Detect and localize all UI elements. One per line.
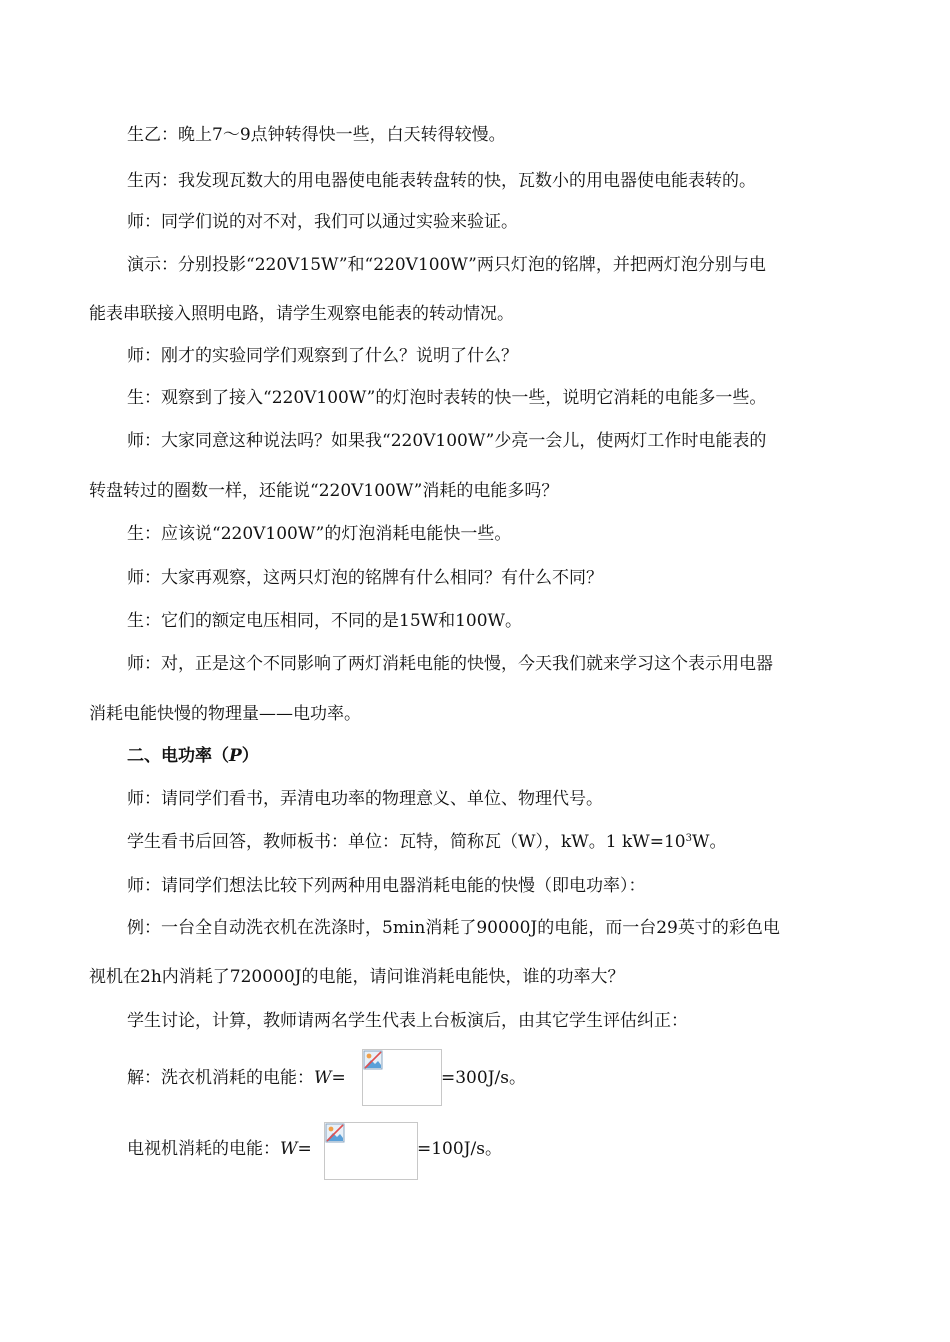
exponent: 3: [685, 833, 692, 844]
solution-line-1: [127, 1067, 346, 1089]
paragraph: 师：大家再观察，这两只灯泡的铭牌有什么相同？有什么不同？: [127, 568, 603, 588]
formula-image-placeholder: [362, 1049, 442, 1106]
paragraph-continuation: 转盘转过的圈数一样，还能说“220V100W”消耗的电能多吗？: [89, 481, 559, 501]
unit-text-end: W。: [692, 832, 727, 852]
solution-result-1: =300J/s。: [441, 1068, 526, 1088]
paragraph: 师：请同学们想法比较下列两种用电器消耗电能的快慢（即电功率）：: [127, 876, 646, 896]
paragraph: 例：一台全自动洗衣机在洗涤时，5min消耗了90000J的电能，而一台29英寸的彩色电: [127, 918, 780, 938]
solution-result-2: =100J/s。: [417, 1139, 502, 1159]
paragraph: 生：观察到了接入“220V100W”的灯泡时表转的快一些，说明它消耗的电能多一些。: [127, 388, 767, 408]
paragraph: 师：刚才的实验同学们观察到了什么？说明了什么？: [127, 346, 518, 366]
solution-label: 解：洗衣机消耗的电能：: [127, 1068, 314, 1088]
solution-label: 电视机消耗的电能：: [127, 1139, 280, 1159]
paragraph: 师：对，正是这个不同影响了两灯消耗电能的快慢，今天我们就来学习这个表示用电器: [127, 654, 773, 674]
paragraph-continuation: 能表串联接入照明电路，请学生观察电能表的转动情况。: [89, 304, 514, 324]
section-heading: [127, 745, 259, 767]
paragraph: 生乙：晚上7～9点钟转得快一些，白天转得较慢。: [127, 125, 506, 145]
broken-image-icon: [363, 1050, 383, 1070]
equals-sign: =: [331, 1068, 346, 1088]
unit-text: 学生看书后回答，教师板书：单位：瓦特，简称瓦（W），kW。1 kW=10: [127, 832, 686, 852]
paragraph: 师：大家同意这种说法吗？如果我“220V100W”少亮一会儿，使两灯工作时电能表的: [127, 431, 767, 451]
paragraph: 演示：分别投影“220V15W”和“220V100W”两只灯泡的铭牌，并把两灯泡分别与电: [127, 255, 766, 275]
broken-image-icon: [325, 1123, 345, 1143]
variable-w: W: [280, 1139, 298, 1159]
heading-suffix: ）: [241, 746, 259, 766]
paragraph: [127, 831, 726, 853]
paragraph: 生：应该说“220V100W”的灯泡消耗电能快一些。: [127, 524, 512, 544]
paragraph: 师：请同学们看书，弄清电功率的物理意义、单位、物理代号。: [127, 789, 603, 809]
heading-symbol: P: [229, 746, 242, 766]
heading-prefix: 二、电功率（: [127, 746, 229, 766]
paragraph-continuation: 消耗电能快慢的物理量——电功率。: [89, 704, 361, 724]
paragraph-continuation: 视机在2h内消耗了720000J的电能，请问谁消耗电能快，谁的功率大？: [89, 967, 625, 987]
paragraph: 师：同学们说的对不对，我们可以通过实验来验证。: [127, 212, 518, 232]
variable-w: W: [314, 1068, 332, 1088]
formula-image-placeholder: [324, 1122, 418, 1180]
paragraph: 生：它们的额定电压相同，不同的是15W和100W。: [127, 611, 523, 631]
equals-sign: =: [297, 1139, 312, 1159]
paragraph: 学生讨论，计算，教师请两名学生代表上台板演后，由其它学生评估纠正：: [127, 1011, 688, 1031]
solution-line-2: [127, 1138, 312, 1160]
paragraph: 生丙：我发现瓦数大的用电器使电能表转盘转的快，瓦数小的用电器使电能表转的。: [127, 171, 756, 191]
